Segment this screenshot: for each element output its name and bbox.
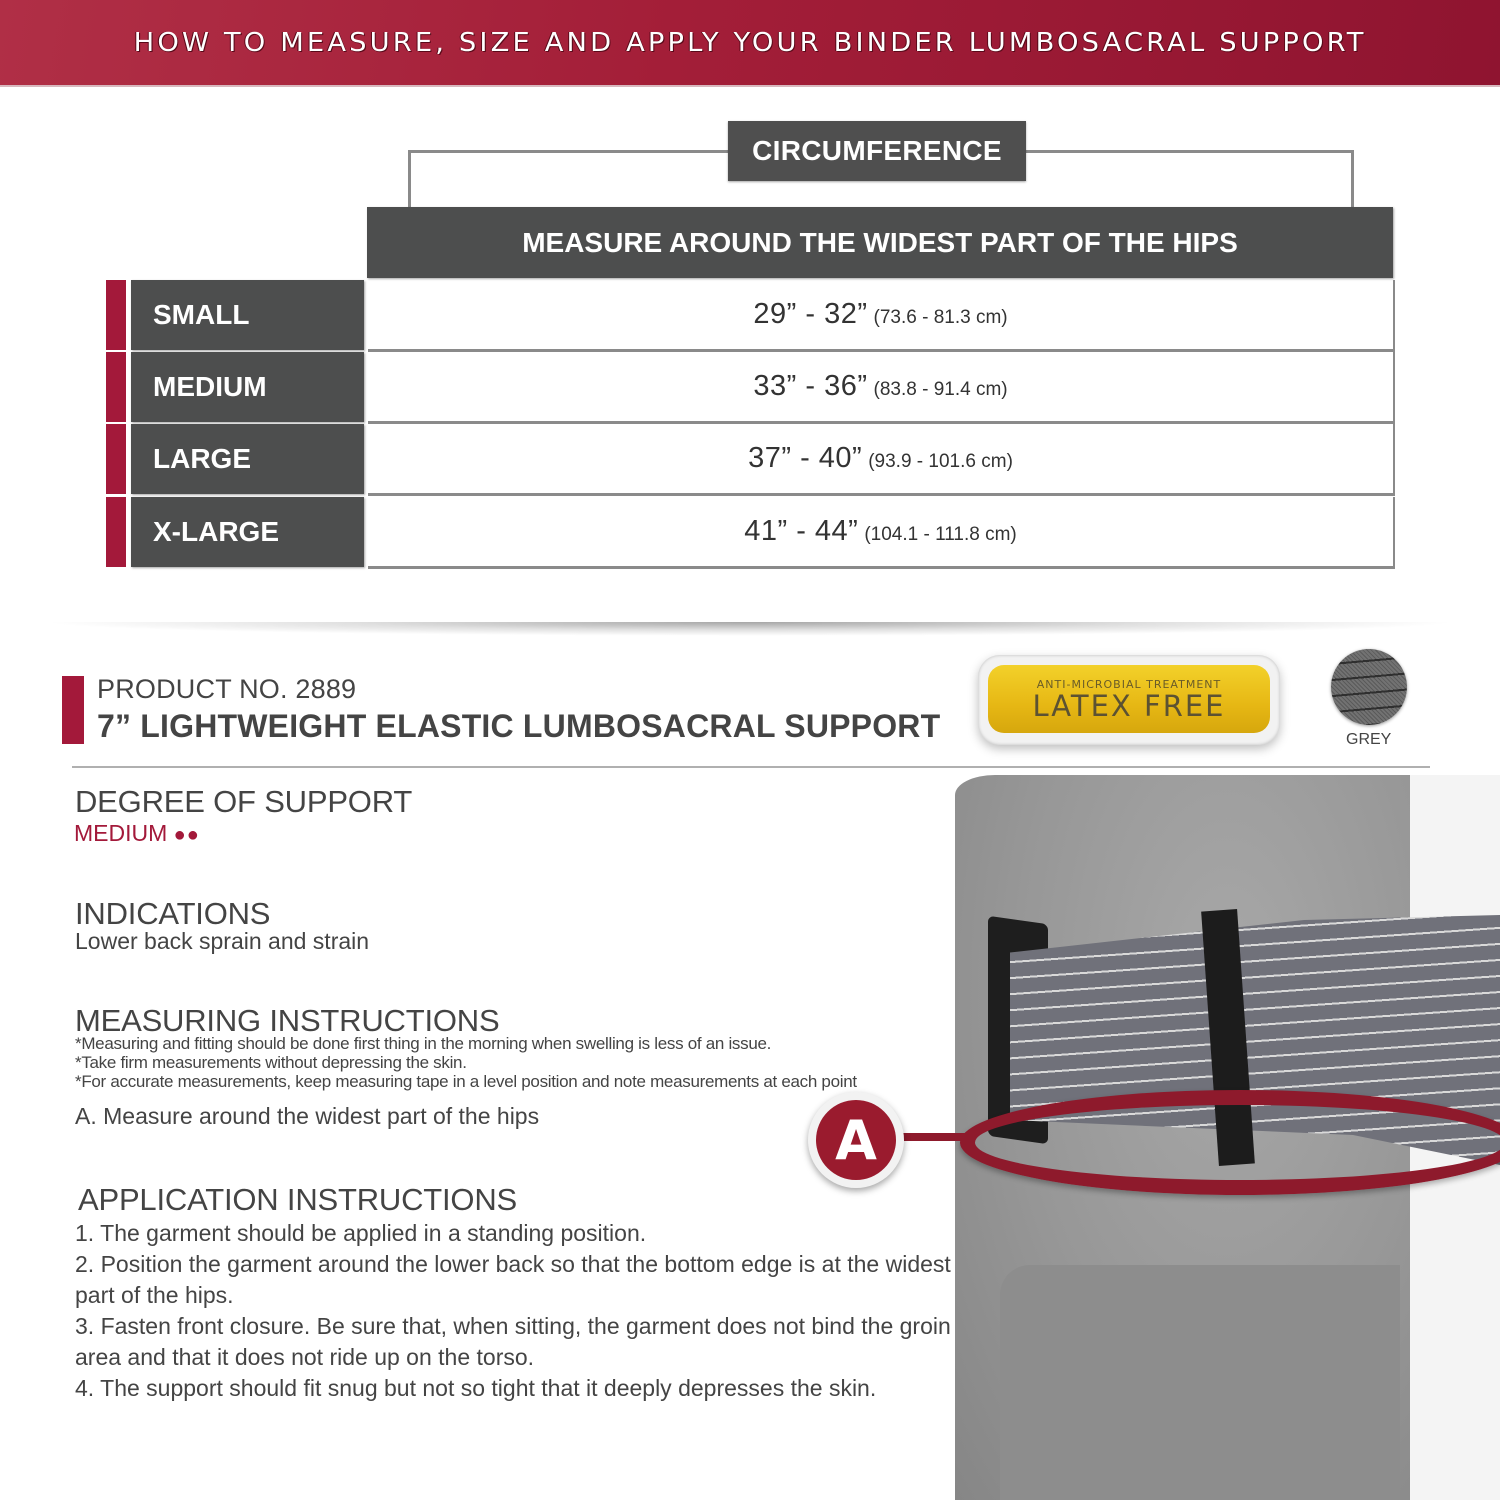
size-row-accent bbox=[106, 352, 126, 422]
section-divider bbox=[40, 622, 1460, 636]
size-range-inches: 29” - 32” bbox=[753, 298, 868, 330]
measuring-note: *For accurate measurements, keep measuring tape in a level position and note measurements at each point bbox=[75, 1072, 857, 1091]
application-instructions-heading: APPLICATION INSTRUCTIONS bbox=[78, 1182, 518, 1217]
application-step: 2. Position the garment around the lower back so that the bottom edge is at the widest part of the hips. bbox=[75, 1251, 951, 1308]
size-label: MEDIUM bbox=[131, 352, 364, 422]
marker-a-icon bbox=[808, 1092, 904, 1188]
product-accent-bar bbox=[62, 676, 84, 744]
size-row-medium bbox=[106, 352, 1396, 422]
size-label: LARGE bbox=[131, 424, 364, 494]
page-title: HOW TO MEASURE, SIZE AND APPLY YOUR BINDER LUMBOSACRAL SUPPORT bbox=[133, 27, 1367, 58]
size-range-inches: 41” - 44” bbox=[744, 515, 859, 547]
size-row-accent bbox=[106, 280, 126, 350]
application-steps bbox=[75, 1218, 955, 1404]
measuring-instructions-heading: MEASURING INSTRUCTIONS bbox=[75, 1003, 500, 1038]
size-chart-column-header: MEASURE AROUND THE WIDEST PART OF THE HIPS bbox=[367, 207, 1393, 278]
measuring-note: *Measuring and fitting should be done first thing in the morning when swelling is less of an issue. bbox=[75, 1034, 772, 1053]
indications-text: Lower back sprain and strain bbox=[75, 928, 370, 954]
marker-a-label: A bbox=[816, 1100, 896, 1180]
badge-plate bbox=[988, 665, 1270, 733]
support-level-dots-icon: ●● bbox=[173, 824, 200, 846]
size-range bbox=[368, 424, 1395, 496]
latex-free-badge bbox=[978, 655, 1280, 745]
circumference-label: CIRCUMFERENCE bbox=[728, 121, 1026, 181]
degree-of-support-heading: DEGREE OF SUPPORT bbox=[75, 784, 413, 819]
size-range-inches: 37” - 40” bbox=[748, 442, 863, 474]
size-range bbox=[368, 352, 1395, 424]
size-row-small bbox=[106, 280, 1396, 350]
header-banner bbox=[0, 0, 1500, 87]
color-label: GREY bbox=[1346, 731, 1392, 748]
size-range-cm: (73.6 - 81.3 cm) bbox=[873, 306, 1008, 328]
measurement-ring-icon bbox=[960, 1090, 1500, 1195]
leggings bbox=[1000, 1265, 1400, 1500]
application-step: 4. The support should fit snug but not so tight that it deeply depresses the skin. bbox=[75, 1375, 877, 1401]
support-level: MEDIUM bbox=[74, 820, 168, 846]
size-range-cm: (93.9 - 101.6 cm) bbox=[868, 450, 1013, 472]
size-row-accent bbox=[106, 497, 126, 567]
application-step: 1. The garment should be applied in a standing position. bbox=[75, 1220, 647, 1246]
marker-connector bbox=[895, 1133, 975, 1141]
size-label: X-LARGE bbox=[131, 497, 364, 567]
indications-heading: INDICATIONS bbox=[75, 896, 271, 931]
size-row-accent bbox=[106, 424, 126, 494]
size-label: SMALL bbox=[131, 280, 364, 350]
degree-of-support-value bbox=[74, 820, 200, 847]
size-row-large bbox=[106, 424, 1396, 494]
size-range-inches: 33” - 36” bbox=[753, 370, 868, 402]
product-number: PRODUCT NO. 2889 bbox=[97, 674, 357, 704]
application-step: 3. Fasten front closure. Be sure that, when sitting, the garment does not bind the groin area and that it does not ride up on the torso. bbox=[75, 1313, 951, 1370]
badge-text: LATEX FREE bbox=[1032, 688, 1226, 723]
product-name: 7” LIGHTWEIGHT ELASTIC LUMBOSACRAL SUPPORT bbox=[97, 708, 941, 744]
size-range bbox=[368, 497, 1395, 569]
fabric-swatch-icon[interactable] bbox=[1331, 649, 1407, 725]
horizontal-rule bbox=[72, 766, 1430, 768]
size-range bbox=[368, 280, 1395, 352]
measuring-note: *Take firm measurements without depressing the skin. bbox=[75, 1053, 467, 1072]
size-row-x-large bbox=[106, 497, 1396, 567]
measuring-step-a: A. Measure around the widest part of the hips bbox=[75, 1103, 540, 1129]
size-range-cm: (104.1 - 111.8 cm) bbox=[864, 523, 1017, 545]
size-range-cm: (83.8 - 91.4 cm) bbox=[873, 378, 1008, 400]
badge-subtext: ANTI-MICROBIAL TREATMENT bbox=[1036, 677, 1222, 691]
